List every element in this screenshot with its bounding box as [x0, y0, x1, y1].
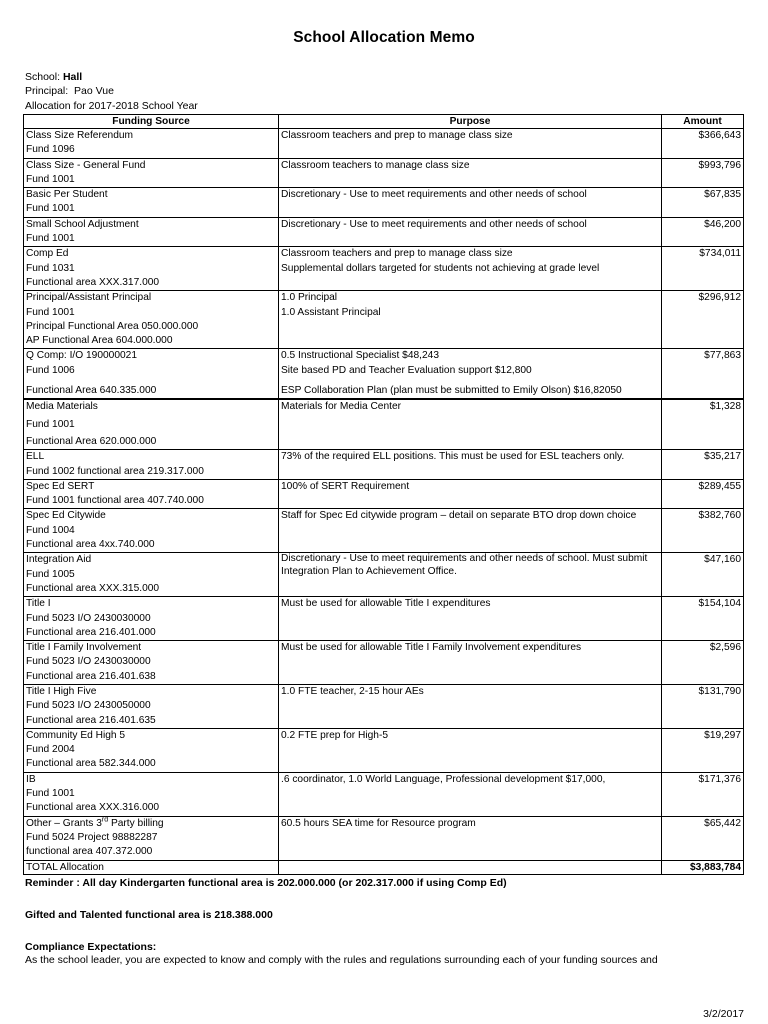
table-row [24, 772, 744, 816]
funding-source-cell: IB Fund 1001 Functional area XXX.316.000 [24, 772, 279, 816]
compliance-text: As the school leader, you are expected to know and comply with the rules and regulations surrounding each of your funding sources and [25, 954, 658, 966]
purpose-cell: Classroom teachers and prep to manage class size Supplemental dollars targeted for students not achieving at grade level [279, 247, 662, 291]
funding-source-cell: Media Materials Fund 1001 Functional Area 620.000.000 [24, 399, 279, 449]
purpose-cell: 1.0 FTE teacher, 2-15 hour AEs [279, 684, 662, 728]
amount-cell: $67,835 [662, 188, 744, 218]
purpose-cell: 0.5 Instructional Specialist $48,243 Site based PD and Teacher Evaluation support $12,800 ESP Collaboration Plan (plan must be submitted to Emily Olson) $16,82050 [279, 349, 662, 399]
purpose-cell: Classroom teachers to manage class size [279, 158, 662, 188]
amount-cell: $2,596 [662, 641, 744, 685]
total-purpose-empty [279, 860, 662, 874]
amount-cell: $289,455 [662, 479, 744, 509]
amount-cell: $65,442 [662, 816, 744, 860]
table-row [24, 247, 744, 291]
funding-source-cell: Other – Grants 3rd Party billing Fund 5024 Project 98882287 functional area 407.372.000 [24, 816, 279, 860]
purpose-cell: Classroom teachers and prep to manage class size [279, 129, 662, 159]
amount-cell: $131,790 [662, 684, 744, 728]
total-amount: $3,883,784 [662, 860, 744, 874]
header-funding-source: Funding Source [24, 115, 279, 129]
table-row [24, 509, 744, 553]
table-row [24, 553, 744, 597]
purpose-cell: 0.2 FTE prep for High-5 [279, 728, 662, 772]
table-row [24, 399, 744, 449]
purpose-cell: Discretionary - Use to meet requirements and other needs of school. Must submit Integration Plan to Achievement Office. [279, 553, 662, 597]
purpose-cell: 60.5 hours SEA time for Resource program [279, 816, 662, 860]
table-row [24, 684, 744, 728]
purpose-cell: Discretionary - Use to meet requirements and other needs of school [279, 188, 662, 218]
funding-source-cell: Title I High Five Fund 5023 I/O 2430050000 Functional area 216.401.635 [24, 684, 279, 728]
funding-source-cell: Principal/Assistant Principal Fund 1001 Principal Functional Area 050.000.000 AP Functional Area 604.000.000 [24, 291, 279, 349]
funding-source-cell: Class Size - General Fund Fund 1001 [24, 158, 279, 188]
table-row [24, 479, 744, 509]
funding-source-cell: Integration Aid Fund 1005 Functional area XXX.315.000 [24, 553, 279, 597]
amount-cell: $46,200 [662, 217, 744, 247]
principal-label: Principal: [25, 85, 69, 98]
funding-source-cell: Spec Ed Citywide Fund 1004 Functional area 4xx.740.000 [24, 509, 279, 553]
memo-notes [25, 877, 745, 967]
kindergarten-reminder: Reminder : All day Kindergarten functional area is 202.000.000 (or 202.317.000 if using Comp Ed) [25, 877, 507, 889]
school-name: Hall [62, 71, 83, 83]
amount-cell: $19,297 [662, 728, 744, 772]
amount-cell: $154,104 [662, 597, 744, 641]
purpose-cell: Staff for Spec Ed citywide program – detail on separate BTO drop down choice [279, 509, 662, 553]
funding-line-grants: Other – Grants 3rd Party billing [26, 816, 164, 829]
amount-cell: $35,217 [662, 450, 744, 480]
amount-cell: $1,328 [662, 399, 744, 449]
funding-source-cell: Class Size Referendum Fund 1096 [24, 129, 279, 159]
amount-cell: $382,760 [662, 509, 744, 553]
funding-source-cell: Comp Ed Fund 1031 Functional area XXX.317.000 [24, 247, 279, 291]
purpose-cell: 100% of SERT Requirement [279, 479, 662, 509]
purpose-cell: Must be used for allowable Title I Family Involvement expenditures [279, 641, 662, 685]
purpose-cell: 73% of the required ELL positions. This must be used for ESL teachers only. [279, 450, 662, 480]
table-row [24, 291, 744, 349]
funding-source-cell: Basic Per Student Fund 1001 [24, 188, 279, 218]
school-label: School: [25, 71, 61, 83]
funding-source-cell: Title I Fund 5023 I/O 2430030000 Functional area 216.401.000 [24, 597, 279, 641]
amount-cell: $171,376 [662, 772, 744, 816]
funding-source-cell: Spec Ed SERT Fund 1001 functional area 407.740.000 [24, 479, 279, 509]
table-row [24, 158, 744, 188]
gifted-talented-note: Gifted and Talented functional area is 218.388.000 [25, 909, 273, 921]
principal-name: Pao Vue [74, 85, 114, 98]
allocation-table [23, 114, 744, 875]
compliance-heading: Compliance Expectations: [25, 941, 157, 953]
amount-cell: $993,796 [662, 158, 744, 188]
funding-source-cell: Community Ed High 5 Fund 2004 Functional area 582.344.000 [24, 728, 279, 772]
funding-source-cell: ELL Fund 1002 functional area 219.317.000 [24, 450, 279, 480]
table-row [24, 129, 744, 159]
memo-title: School Allocation Memo [293, 29, 475, 46]
purpose-cell: Discretionary - Use to meet requirements and other needs of school [279, 217, 662, 247]
table-row [24, 816, 744, 860]
school-line [25, 70, 198, 84]
amount-cell: $47,160 [662, 553, 744, 597]
amount-cell: $77,863 [662, 349, 744, 399]
total-row [24, 860, 744, 874]
purpose-cell: 1.0 Principal 1.0 Assistant Principal [279, 291, 662, 349]
table-row [24, 217, 744, 247]
amount-cell: $734,011 [662, 247, 744, 291]
memo-header-info [25, 70, 198, 113]
total-label: TOTAL Allocation [24, 860, 279, 874]
funding-source-cell: Q Comp: I/O 190000021 Fund 1006 Functional Area 640.335.000 [24, 349, 279, 399]
memo-date: 3/2/2017 [703, 1008, 744, 1020]
principal-line [25, 84, 198, 98]
table-row [24, 349, 744, 399]
header-amount: Amount [662, 115, 744, 129]
header-purpose: Purpose [279, 115, 662, 129]
funding-source-cell: Small School Adjustment Fund 1001 [24, 217, 279, 247]
table-row [24, 188, 744, 218]
table-header-row [24, 115, 744, 129]
purpose-cell: Must be used for allowable Title I expenditures [279, 597, 662, 641]
funding-source-cell: Title I Family Involvement Fund 5023 I/O 2430030000 Functional area 216.401.638 [24, 641, 279, 685]
purpose-cell: .6 coordinator, 1.0 World Language, Professional development $17,000, [279, 772, 662, 816]
table-row [24, 728, 744, 772]
purpose-cell: Materials for Media Center [279, 399, 662, 449]
allocation-year: Allocation for 2017-2018 School Year [25, 99, 198, 112]
amount-cell: $366,643 [662, 129, 744, 159]
table-row [24, 597, 744, 641]
amount-cell: $296,912 [662, 291, 744, 349]
table-row [24, 450, 744, 480]
table-row [24, 641, 744, 685]
